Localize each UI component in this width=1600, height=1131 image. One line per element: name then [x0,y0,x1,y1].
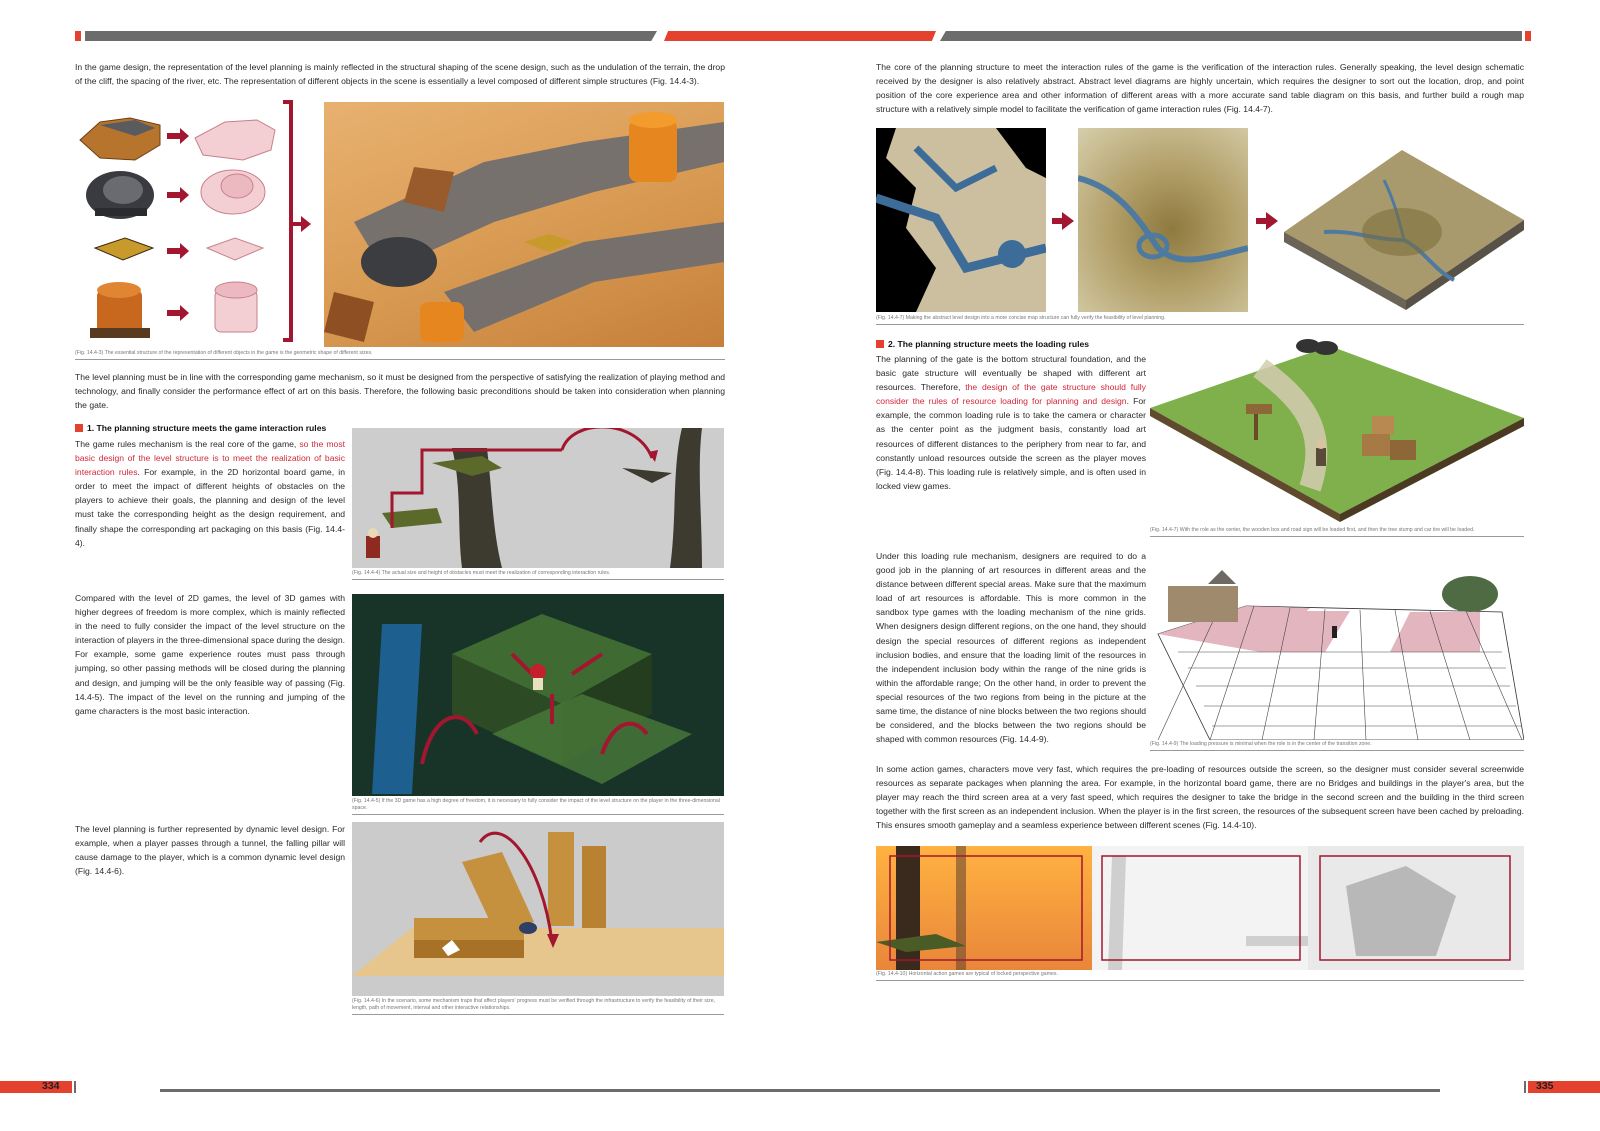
header-bar-center-red [664,31,936,41]
paragraph-3d-levels: Compared with the level of 2D games, the level of 3D games with higher degrees of freedom is more complex, which is mainly reflected in the need to fully consider the impact of the level structure on the interaction of players in the three-dimensional space during the design. For example, some game experience routes must pass through jumping, so other passing methods will be closed during the planning and design, and jumping will be the only feasible way of passing (Fig. 14.4-5). The impact of the level on the running and jumping of the game characters is the most basic interaction. [75,593,345,716]
row-tower [90,282,150,338]
paragraph-action-games: In some action games, characters move very fast, which requires the pre-loading of resources outside the screen, so the designer must consider several screenwide resources as separate packages when planning the area. For example, in the horizontal board game, there are no Bridges and buildings in the player's area, but the player may reach the third screen area at a very fast speed, which requires the designer to take the bridge in the second screen and the building in the third screen together with the first screen as an independent inclusion. When the player is in the first screen, the resources of the subsequent screen have been cached by preloading. This ensures smooth gameplay and a seamless experience between different scenes (Fig. 14.4-10). [876,764,1524,831]
arrow-icon [1256,212,1278,230]
fig-nine-grid-loading [1150,556,1524,740]
right-intro-paragraph: The core of the planning structure to meet the interaction rules of the game is the verification of the interaction rules. Generally speaking, the level design schematic received by the designer is also relatively abstract. Abstract level diagrams are highly uncertain, which requires the designer to sort out the location, drop, and point position of the core experience area and other information of different areas with a more accurate sand table diagram on this basis, and further build a rough map structure with a relatively simple model to facilitate the verification of game interaction rules (Fig. 14.4-7). [876,62,1524,115]
fig-caption-14-4-9: (Fig. 14.4-9) The loading pressure is minimal when the role is in the center of the transition zone. [1150,741,1524,751]
fig-caption-14-4-4: (Fig. 14.4-4) The actual size and height of obstacles must meet the realization of corresponding interaction rules. [352,570,724,580]
fig-loading-grass-tile [1150,338,1524,522]
fig-caption-14-4-6: (Fig. 14.4-6) In the scenario, some mechanism traps that affect players' progress must be verified through the infrastructure to verify the feasibility of their size, length, path of movement, interval and other interactive relationships. [352,998,724,1015]
heading-marker-icon [75,424,83,432]
fig-caption-14-4-8: (Fig. 14.4-7) With the role as the center, the wooden box and road sign will be loaded first, and then the tree stump and car tire will be loaded. [1150,527,1524,537]
heading-loading-rules [876,339,1146,349]
fig-dynamic-pillar-trap [352,822,724,996]
heading-interaction-rules-text: 1. The planning structure meets the game interaction rules [87,423,327,433]
fig-desert-base-scene [324,102,724,347]
header-accent-right [1525,31,1531,41]
paragraph-loading-highlight: the design of the gate structure should fully consider the rules of resource loading for planning and design [876,382,1146,407]
footer-rule [160,1089,1440,1092]
header-bar-right [940,31,1522,41]
fig-abstract-map [876,128,1046,312]
footer-bar-left-red [0,1081,72,1093]
paragraph-game-rules [75,437,345,550]
header-accent-left [75,31,81,41]
fig-caption-14-4-3: (Fig. 14.4-3) The essential structure of the representation of different objects in the game is the geometric shape of different sizes. [75,350,725,360]
paragraph-game-rules-start: The game rules mechanism is the real core of the game, [75,439,300,449]
paragraph-game-rules-end: . For example, in the 2D horizontal board game, in order to meet the impact of different heights of obstacles on the players to achieve their goals, the planning and design of the level must take the corresponding height as the design requirement, and finally shape the corresponding art packaging on this basis (Fig. 14.4-4). [75,467,345,548]
fig-screen-preload-strip [876,846,1524,970]
paragraph-loading-rules [876,352,1146,493]
arrow-icon [1052,212,1074,230]
page-number-right: 335 [1536,1080,1554,1092]
heading-loading-rules-text: 2. The planning structure meets the loading rules [888,339,1090,349]
heading-marker-icon [876,340,884,348]
paragraph-loading-end: . For example, the common loading rule is to take the camera or character as the center point as the judgment basis, constantly load art resources of different distances to the periphery from near to far, and constantly unload resources outside the screen as the player moves (Fig. 14.4-8). This loading rule is relatively simple, and is often used in locked view games. [876,396,1146,491]
fig-caption-14-4-10: (Fig. 14.4-10) Horizontal action games are typical of locked perspective games. [876,971,1524,981]
row-pad [95,238,153,260]
fig-3d-jump-level [352,594,724,796]
footer-tick-right [1524,1081,1526,1093]
fig-sand-table-map [1078,128,1248,312]
fig-caption-14-4-5: (Fig. 14.4-5) If the 3D game has a high degree of freedom, it is necessary to fully consider the impact of the level structure on the player in the three-dimensional space. [352,798,724,815]
left-intro-paragraph: In the game design, the representation of the level planning is mainly reflected in the structural shaping of the scene design, such as the undulation of the terrain, the drop of the cliff, the spacing of the river, etc. The representation of different objects in the scene is essentially a level composed of different simple structures (Fig. 14.4-3). [75,62,725,87]
left-paragraph-preconditions: The level planning must be in line with the corresponding game mechanism, so it must be designed from the perspective of satisfying the realization of playing method and technology, and finally consider the performance effect of art on this basis. Therefore, the following basic preconditions should be taken into consideration when planning the gate. [75,372,725,411]
fig-caption-14-4-7: (Fig. 14.4-7) Making the abstract level design into a more concise map structure can fully verify the feasibility of level planning. [876,315,1524,325]
paragraph-loading-start: The planning of the gate is the bottom structural foundation, and the basic gate structure will eventually be shaped with different art resources. Therefore, [876,354,1146,393]
row-engine [86,171,154,219]
paragraph-game-rules-highlight: so the most basic design of the level structure is to meet the realization of basic interaction rules [75,439,346,478]
footer-tick-left [74,1081,76,1093]
fig-rough-3d-map [1284,140,1524,312]
paragraph-nine-grids: Under this loading rule mechanism, designers are required to do a good job in the planning of art resources in different areas and the distance between different special areas. Make sure that the maximum load of art resources is affordable. This is more common in the sandbox type games with the loading mechanism of the nine grids. When designers design different regions, on the one hand, they should design the special resources of different regions as independent inclusion bodies, and ensure that the loading limit of the resources in the independent inclusion body within the range of the nine grids is within the affordable range; On the other hand, in order to prevent the special resources of the two regions from being in the picture at the same time, the distance of nine blocks between the two regions should be considered, and the blocks between the two regions should be shaped with common resources (Fig. 14.4-9). [876,551,1146,745]
paragraph-dynamic-level: The level planning is further represented by dynamic level design. For example, when a player passes through a tunnel, the falling pillar will cause damage to the player, which is a common dynamic level design (Fig. 14.4-6). [75,824,345,877]
page-number-left: 334 [42,1080,60,1092]
row-cliff-bridge [80,118,160,160]
fig-object-geometry-rows [75,100,315,348]
header-bar-left [85,31,657,41]
heading-interaction-rules [75,423,345,433]
fig-2d-obstacle-heights [352,428,724,568]
